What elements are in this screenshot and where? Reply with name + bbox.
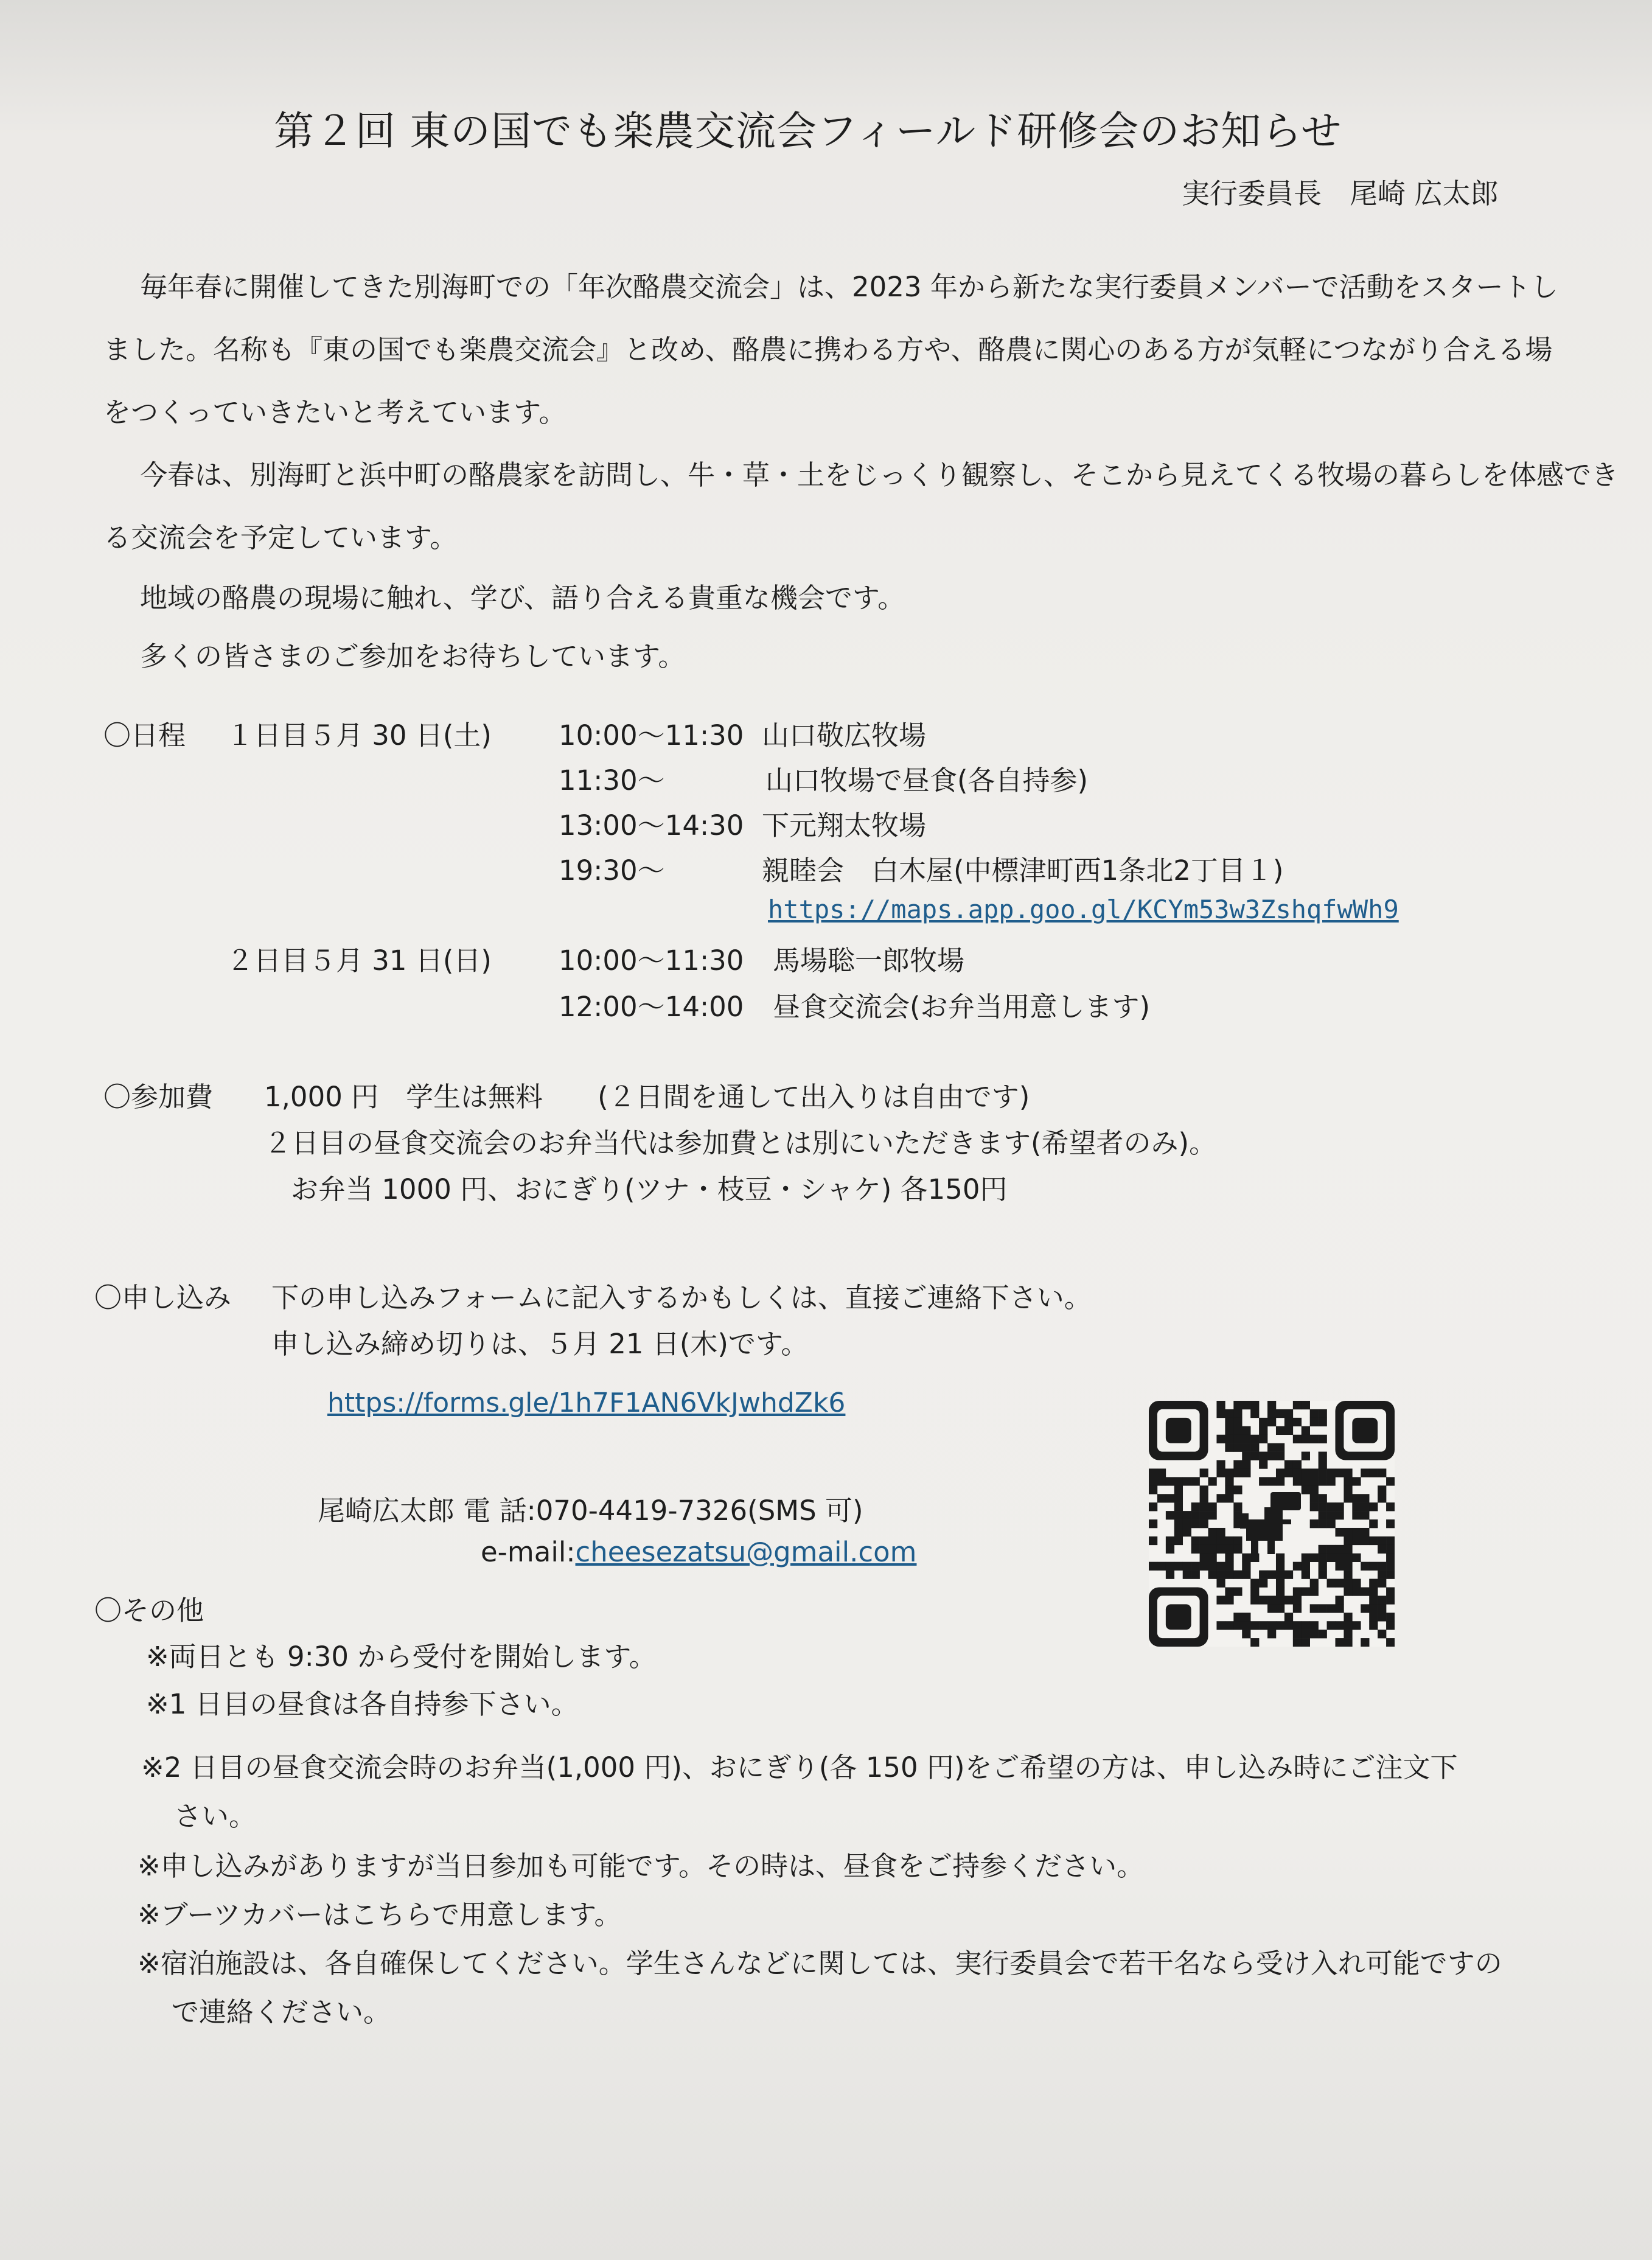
schedule-time: 10:00～11:30 [559, 944, 744, 977]
other-label: 〇その他 [94, 1594, 204, 1627]
schedule-desc: 山口牧場で昼食(各自持参) [765, 764, 1089, 797]
schedule-desc: 親睦会 白木屋(中標津町西1条北2丁目１) [762, 854, 1284, 887]
note-item: ※両日とも 9:30 から受付を開始します。 [146, 1641, 657, 1673]
note-item: ※申し込みがありますが当日参加も可能です。その時は、昼食をご持参ください。 [138, 1850, 1145, 1882]
contact-email-row [481, 1536, 916, 1568]
schedule-day2: ２日目５月 31 日(日) [226, 944, 492, 977]
fee-line: 1,000 円 学生は無料 (２日間を通して出入りは自由です) [264, 1081, 1030, 1113]
email-label: e-mail: [481, 1536, 576, 1568]
contact-phone: 尾崎広太郎 電 話:070-4419-7326(SMS 可) [318, 1494, 863, 1527]
schedule-time: 11:30～ [559, 764, 665, 797]
note-item: で連絡ください。 [172, 1996, 391, 2028]
schedule-desc: 山口敬広牧場 [762, 719, 927, 752]
fee-line: ２日目の昼食交流会のお弁当代は参加費とは別にいただきます(希望者のみ)。 [264, 1127, 1217, 1159]
schedule-time: 13:00～14:30 [559, 809, 744, 842]
intro-line: ました。名称も『東の国でも楽農交流会』と改め、酪農に携わる方や、酪農に関心のある方が気軽につながり合える場 [103, 333, 1553, 366]
schedule-day1: １日目５月 30 日(土) [226, 719, 492, 752]
qr-code-icon[interactable] [1149, 1401, 1395, 1647]
fee-line: お弁当 1000 円、おにぎり(ツナ・枝豆・シャケ) 各150円 [291, 1173, 1008, 1205]
intro-line: 地域の酪農の現場に触れ、学び、語り合える貴重な機会です。 [140, 582, 905, 614]
intro-line: 毎年春に開催してきた別海町での「年次酪農交流会」は、2023 年から新たな実行委員メンバーで活動をスタートし [140, 271, 1558, 303]
note-item: さい。 [174, 1800, 257, 1832]
schedule-desc: 昼食交流会(お弁当用意します) [773, 991, 1151, 1023]
schedule-time: 10:00～11:30 [559, 719, 744, 752]
schedule-time: 12:00～14:00 [559, 991, 744, 1023]
apply-label: 〇申し込み [94, 1282, 232, 1314]
intro-paragraph [103, 256, 1619, 686]
note-item: ※ブーツカバーはこちらで用意します。 [138, 1899, 622, 1931]
schedule-label: 〇日程 [103, 719, 186, 752]
intro-line: る交流会を予定しています。 [103, 521, 458, 554]
apply-line: 申し込み締め切りは、５月 21 日(木)です。 [271, 1328, 809, 1360]
chairman-line: 実行委員長 尾崎 広太郎 [1182, 177, 1499, 210]
note-item: ※2 日目の昼食交流会時のお弁当(1,000 円)、おにぎり(各 150 円)をご希望の方は、申し込み時にご注文下 [141, 1751, 1458, 1784]
schedule-desc: 下元翔太牧場 [762, 809, 927, 842]
note-item: ※1 日目の昼食は各自持参下さい。 [146, 1688, 579, 1720]
intro-line: をつくっていきたいと考えています。 [103, 396, 566, 428]
form-link[interactable]: https://forms.gle/1h7F1AN6VkJwhdZk6 [327, 1387, 846, 1418]
intro-line: 多くの皆さまのご参加をお待ちしています。 [140, 640, 686, 672]
email-link[interactable]: cheesezatsu@gmail.com [575, 1536, 917, 1568]
apply-line: 下の申し込みフォームに記入するかもしくは、直接ご連絡下さい。 [271, 1282, 1092, 1314]
note-item: ※宿泊施設は、各自確保してください。学生さんなどに関しては、実行委員会で若干名なら受け入れ可能ですの [138, 1947, 1502, 1979]
schedule-time: 19:30～ [559, 854, 665, 887]
page-title: 第２回 東の国でも楽農交流会フィールド研修会のお知らせ [274, 108, 1342, 155]
schedule-desc: 馬場聡一郎牧場 [773, 944, 965, 977]
intro-line: 今春は、別海町と浜中町の酪農家を訪問し、牛・草・土をじっくり観察し、そこから見えてくる牧場の暮らしを体感でき [140, 459, 1619, 491]
fee-label: 〇参加費 [103, 1081, 214, 1113]
map-link[interactable]: https://maps.app.goo.gl/KCYm53w3ZshqfwWh9 [768, 895, 1399, 924]
